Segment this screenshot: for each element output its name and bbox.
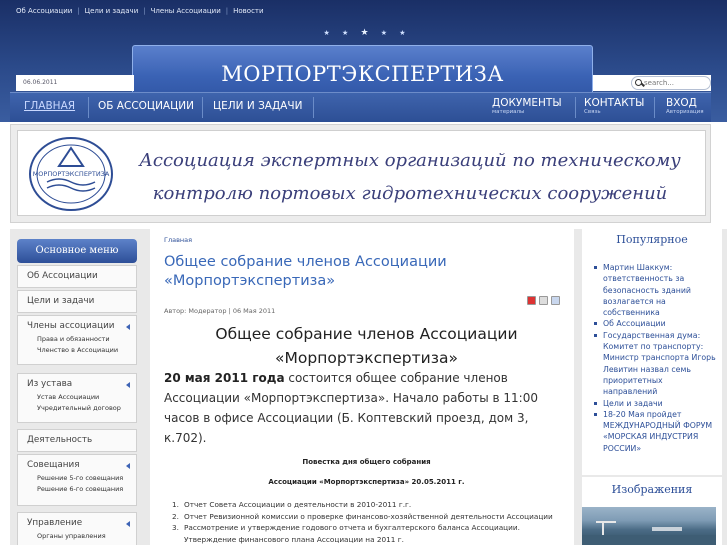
stars-decoration: ★ ★ ★ ★ ★ bbox=[323, 28, 411, 38]
submenu-decision-6[interactable]: Решение 6-го совещания bbox=[37, 485, 124, 493]
agenda-item: 3. Рассмотрение и утверждение годового отчета и бухгалтерского баланса Ассоциации. bbox=[172, 523, 520, 533]
arrow-left-icon bbox=[126, 324, 130, 330]
nav-documents[interactable] bbox=[492, 93, 562, 122]
nav-login-label: ВХОД bbox=[666, 97, 697, 109]
menu-item-management[interactable] bbox=[17, 512, 137, 545]
nav-home[interactable]: ГЛАВНАЯ bbox=[24, 100, 76, 112]
menu-item-members[interactable] bbox=[17, 315, 137, 365]
email-icon[interactable] bbox=[551, 296, 560, 305]
menu-item-meetings[interactable] bbox=[17, 454, 137, 506]
menu-item-activity[interactable] bbox=[17, 429, 137, 452]
popular-item[interactable]: Мартин Шаккум: ответственность за безопасность зданий возлагается на собственника bbox=[593, 262, 719, 318]
menu-item-label: Об Ассоциации bbox=[27, 271, 98, 281]
popular-item[interactable]: 18-20 Мая пройдет МЕЖДУНАРОДНЫЙ ФОРУМ «МОРСКАЯ ИНДУСТРИЯ РОССИИ» bbox=[593, 409, 719, 454]
menu-item-label: Управление bbox=[27, 518, 83, 528]
nav-about[interactable]: ОБ АССОЦИАЦИИ bbox=[98, 100, 194, 112]
breadcrumb[interactable]: Главная bbox=[164, 236, 193, 244]
port-photo[interactable] bbox=[582, 507, 716, 545]
banner-tagline bbox=[120, 144, 700, 210]
article-heading bbox=[164, 322, 569, 370]
toplink-about[interactable]: Об Ассоциации bbox=[16, 7, 73, 15]
toplink-goals[interactable]: Цели и задачи bbox=[84, 7, 139, 15]
submenu-membership[interactable]: Членство в Ассоциации bbox=[37, 346, 119, 354]
association-emblem bbox=[27, 136, 115, 212]
agenda-item: 1. Отчет Совета Ассоциации о деятельности в 2010-2011 г.г. bbox=[172, 500, 412, 509]
popular-title: Популярное bbox=[616, 233, 688, 246]
article-title[interactable]: Общее собрание членов Ассоциации «Морпортэкспертиза» bbox=[164, 254, 447, 289]
submenu-rights[interactable]: Права и обязанности bbox=[37, 335, 110, 343]
nav-documents-sub: материалы bbox=[492, 109, 525, 115]
article-tools bbox=[527, 296, 560, 305]
toplink-news[interactable]: Новости bbox=[233, 7, 264, 15]
article-paragraph bbox=[164, 368, 574, 448]
menu-item-about[interactable] bbox=[17, 265, 137, 288]
heading-line-1: Общее собрание членов Ассоциации bbox=[215, 325, 518, 343]
menu-item-label: Из устава bbox=[27, 379, 73, 389]
arrow-left-icon bbox=[126, 521, 130, 527]
agenda-title: Повестка дня общего собрания bbox=[302, 458, 431, 466]
submenu-founding-contract[interactable]: Учредительный договор bbox=[37, 404, 121, 412]
popular-item[interactable]: Цели и задачи bbox=[593, 398, 719, 409]
menu-item-label: Деятельность bbox=[27, 435, 93, 445]
agenda-subtitle: Ассоциации «Морпортэкспертиза» 20.05.2011 г. bbox=[268, 478, 465, 486]
popular-item[interactable]: Государственная дума: Комитет по транспорту: Министр транспорта Игорь Левитин назвал семь приоритетных направлений bbox=[593, 330, 719, 398]
banner-line-1: Ассоциация экспертных организаций по техническому bbox=[139, 150, 681, 171]
top-links: Об Ассоциации | Цели и задачи | Члены Ассоциации | Новости bbox=[16, 7, 264, 15]
arrow-left-icon bbox=[126, 463, 130, 469]
menu-item-goals[interactable] bbox=[17, 290, 137, 313]
search-input[interactable] bbox=[644, 79, 704, 87]
print-icon[interactable] bbox=[539, 296, 548, 305]
nav-login[interactable] bbox=[666, 93, 704, 122]
menu-title: Основное меню bbox=[17, 239, 137, 263]
agenda-list bbox=[172, 499, 572, 545]
nav-contacts-label: КОНТАКТЫ bbox=[584, 97, 645, 109]
search-box[interactable] bbox=[631, 76, 711, 90]
menu-item-label: Цели и задачи bbox=[27, 296, 95, 306]
event-text: состоится общее собрание членов Ассоциации «Морпортэкспертиза». Начало работы в 11:00 часов в офисе Ассоциации (Б. Коптевский проезд, дом 3, к.702). bbox=[164, 371, 538, 445]
emblem-text: МОРПОРТЭКСПЕРТИЗА bbox=[32, 170, 110, 178]
menu-item-label: Члены ассоциации bbox=[27, 321, 115, 331]
site-title: МОРПОРТЭКСПЕРТИЗА bbox=[221, 62, 504, 86]
popular-item[interactable]: Об Ассоциации bbox=[593, 318, 719, 329]
agenda-item: 2. Отчет Ревизионной комиссии о проверке финансово-хозяйственной деятельности Ассоциации bbox=[172, 511, 553, 521]
arrow-left-icon bbox=[126, 382, 130, 388]
agenda-item: Утверждение финансового плана Ассоциации на 2011 г. bbox=[184, 534, 404, 544]
nav-login-sub: Авторизация bbox=[666, 109, 704, 115]
nav-documents-label: ДОКУМЕНТЫ bbox=[492, 97, 562, 109]
menu-item-charter[interactable] bbox=[17, 373, 137, 423]
nav-contacts[interactable] bbox=[584, 93, 644, 122]
submenu-governing-bodies[interactable]: Органы управления bbox=[37, 532, 106, 540]
submenu-charter[interactable]: Устав Ассоциации bbox=[37, 393, 100, 401]
toplink-members[interactable]: Члены Ассоциации bbox=[150, 7, 221, 15]
submenu-decision-5[interactable]: Решение 5-го совещания bbox=[37, 474, 124, 482]
article-meta: Автор: Модератор | 06 Мая 2011 bbox=[164, 307, 276, 315]
main-nav bbox=[10, 92, 711, 122]
nav-contacts-sub: Связь bbox=[584, 109, 601, 115]
menu-item-label: Совещания bbox=[27, 460, 80, 470]
heading-line-2: «Морпортэкспертиза» bbox=[275, 349, 458, 367]
nav-goals[interactable]: ЦЕЛИ И ЗАДАЧИ bbox=[213, 100, 303, 112]
current-date: 06.06.2011 bbox=[23, 79, 58, 86]
pdf-icon[interactable] bbox=[527, 296, 536, 305]
popular-list bbox=[593, 262, 719, 454]
banner-line-2: контролю портовых гидротехнических сооружений bbox=[152, 183, 668, 204]
event-date: 20 мая 2011 года bbox=[164, 371, 285, 385]
search-icon bbox=[635, 79, 644, 88]
images-title: Изображения bbox=[611, 483, 693, 496]
